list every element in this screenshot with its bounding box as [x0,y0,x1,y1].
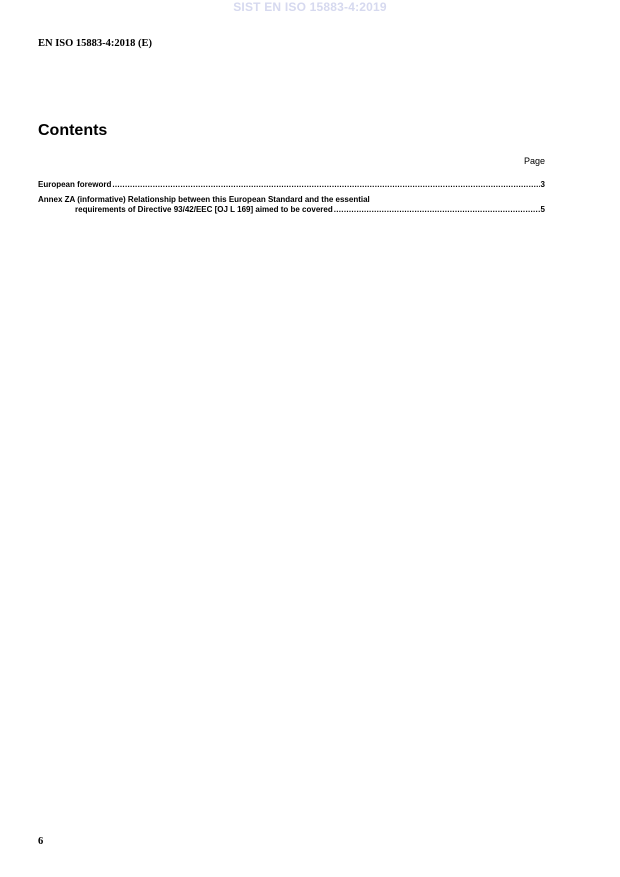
toc-entry-title-line2[interactable]: requirements of Directive 93/42/EEC [OJ L 169] aimed to be covered [75,205,333,214]
contents-heading: Contents [38,122,108,139]
toc-entry-page: 5 [540,205,545,214]
toc-entry-european-foreword[interactable] [38,180,545,190]
toc-entry-annex-za[interactable] [38,195,545,215]
table-of-contents [38,180,545,220]
page-column-label: Page [523,156,545,166]
toc-entry-title[interactable]: European foreword [38,180,112,189]
watermark: SIST EN ISO 15883-4:2019 [233,0,387,14]
toc-entry-title-line1[interactable]: Annex ZA (informative) Relationship between this European Standard and the essential [38,195,370,204]
document-id-header: EN ISO 15883-4:2018 (E) [38,38,153,49]
page-number: 6 [38,836,44,847]
toc-entry-page: 3 [540,180,545,189]
toc-leader-dots [112,180,539,190]
toc-leader-dots [334,205,540,215]
